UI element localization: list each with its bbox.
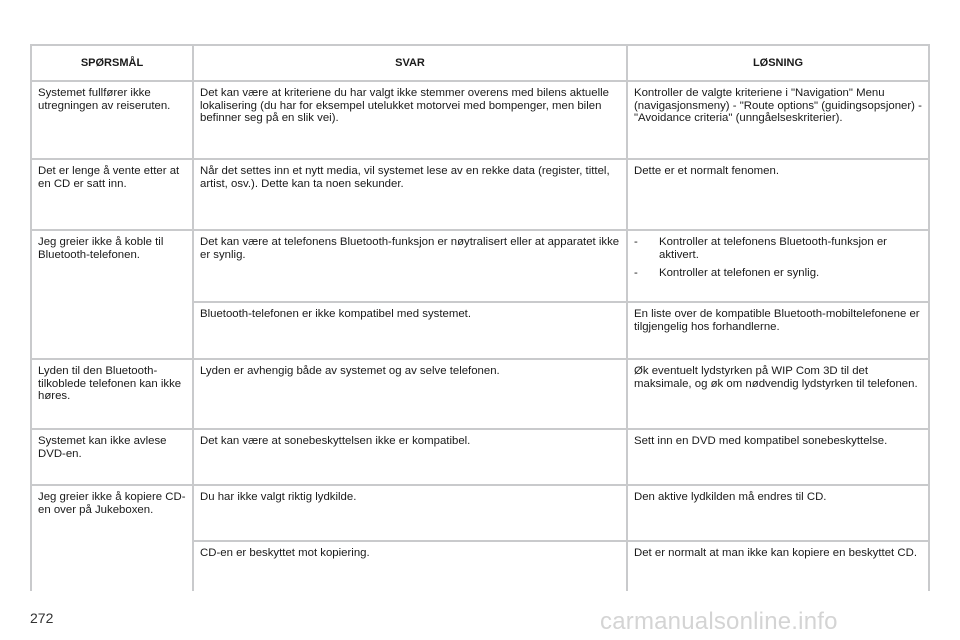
watermark: carmanualsonline.info xyxy=(600,608,838,635)
table-header-row xyxy=(32,46,928,80)
header-solution: LØSNING xyxy=(628,46,928,80)
answer-cell: Det kan være at sonebeskyttelsen ikke er kompatibel. xyxy=(194,430,626,484)
answer-cell: Det kan være at telefonens Bluetooth-funksjon er nøytralisert eller at apparatet ikke er synlig. xyxy=(194,231,626,301)
answer-cell: Når det settes inn et nytt media, vil systemet lese av en rekke data (register, tittel, artist, osv.). Dette kan ta noen sekunder. xyxy=(194,160,626,229)
answer-cell: CD-en er beskyttet mot kopiering. xyxy=(194,542,626,597)
question-cell: Det er lenge å vente etter at en CD er satt inn. xyxy=(32,160,192,229)
table-row xyxy=(32,160,928,229)
list-item: - Kontroller at telefonens Bluetooth-funksjon er aktivert. xyxy=(634,236,887,261)
table-row xyxy=(32,231,928,301)
solution-cell: Den aktive lydkilden må endres til CD. xyxy=(628,486,928,540)
page-number: 272 xyxy=(30,610,54,626)
dash-bullet: - xyxy=(634,236,638,248)
solution-cell: Sett inn en DVD med kompatibel sonebeskyttelse. xyxy=(628,430,928,484)
table-row xyxy=(32,82,928,158)
answer-cell: Lyden er avhengig både av systemet og av selve telefonen. xyxy=(194,360,626,428)
solution-cell: Øk eventuelt lydstyrken på WIP Com 3D til det maksimale, og øk om nødvendig lydstyrken til telefonen. xyxy=(628,360,928,428)
solution-cell: Det er normalt at man ikke kan kopiere en beskyttet CD. xyxy=(628,542,928,597)
troubleshooting-table xyxy=(30,44,930,599)
table-row xyxy=(32,486,928,540)
list-item: - Kontroller at telefonen er synlig. xyxy=(634,267,820,280)
header-answer: SVAR xyxy=(194,46,626,80)
solution-cell: En liste over de kompatible Bluetooth-mobiltelefonene er tilgjengelig hos forhandlerne. xyxy=(628,303,928,358)
question-cell: Jeg greier ikke å koble til Bluetooth-telefonen. xyxy=(32,231,192,358)
answer-cell: Bluetooth-telefonen er ikke kompatibel med systemet. xyxy=(194,303,626,358)
solution-list xyxy=(634,236,922,280)
solution-cell: Dette er et normalt fenomen. xyxy=(628,160,928,229)
solution-cell: Kontroller de valgte kriteriene i "Navigation" Menu (navigasjonsmeny) - "Route options" (guidingsopsjoner) - "Avoidance criteria" (unngåelseskriterier). xyxy=(628,82,928,158)
header-question: SPØRSMÅL xyxy=(32,46,192,80)
question-cell: Lyden til den Bluetooth-tilkoblede telefonen kan ikke høres. xyxy=(32,360,192,428)
table-row xyxy=(32,430,928,484)
question-cell: Systemet kan ikke avlese DVD-en. xyxy=(32,430,192,484)
answer-cell: Du har ikke valgt riktig lydkilde. xyxy=(194,486,626,540)
table-row xyxy=(32,360,928,428)
answer-cell: Det kan være at kriteriene du har valgt ikke stemmer overens med bilens aktuelle lokalisering (du har for eksempel utelukket motorvei med bompenger, men bilen befinner seg på en slik vei). xyxy=(194,82,626,158)
question-cell: Jeg greier ikke å kopiere CD-en over på Jukeboxen. xyxy=(32,486,192,597)
solution-cell xyxy=(628,231,928,301)
question-cell: Systemet fullfører ikke utregningen av reiseruten. xyxy=(32,82,192,158)
dash-bullet: - xyxy=(634,267,638,280)
